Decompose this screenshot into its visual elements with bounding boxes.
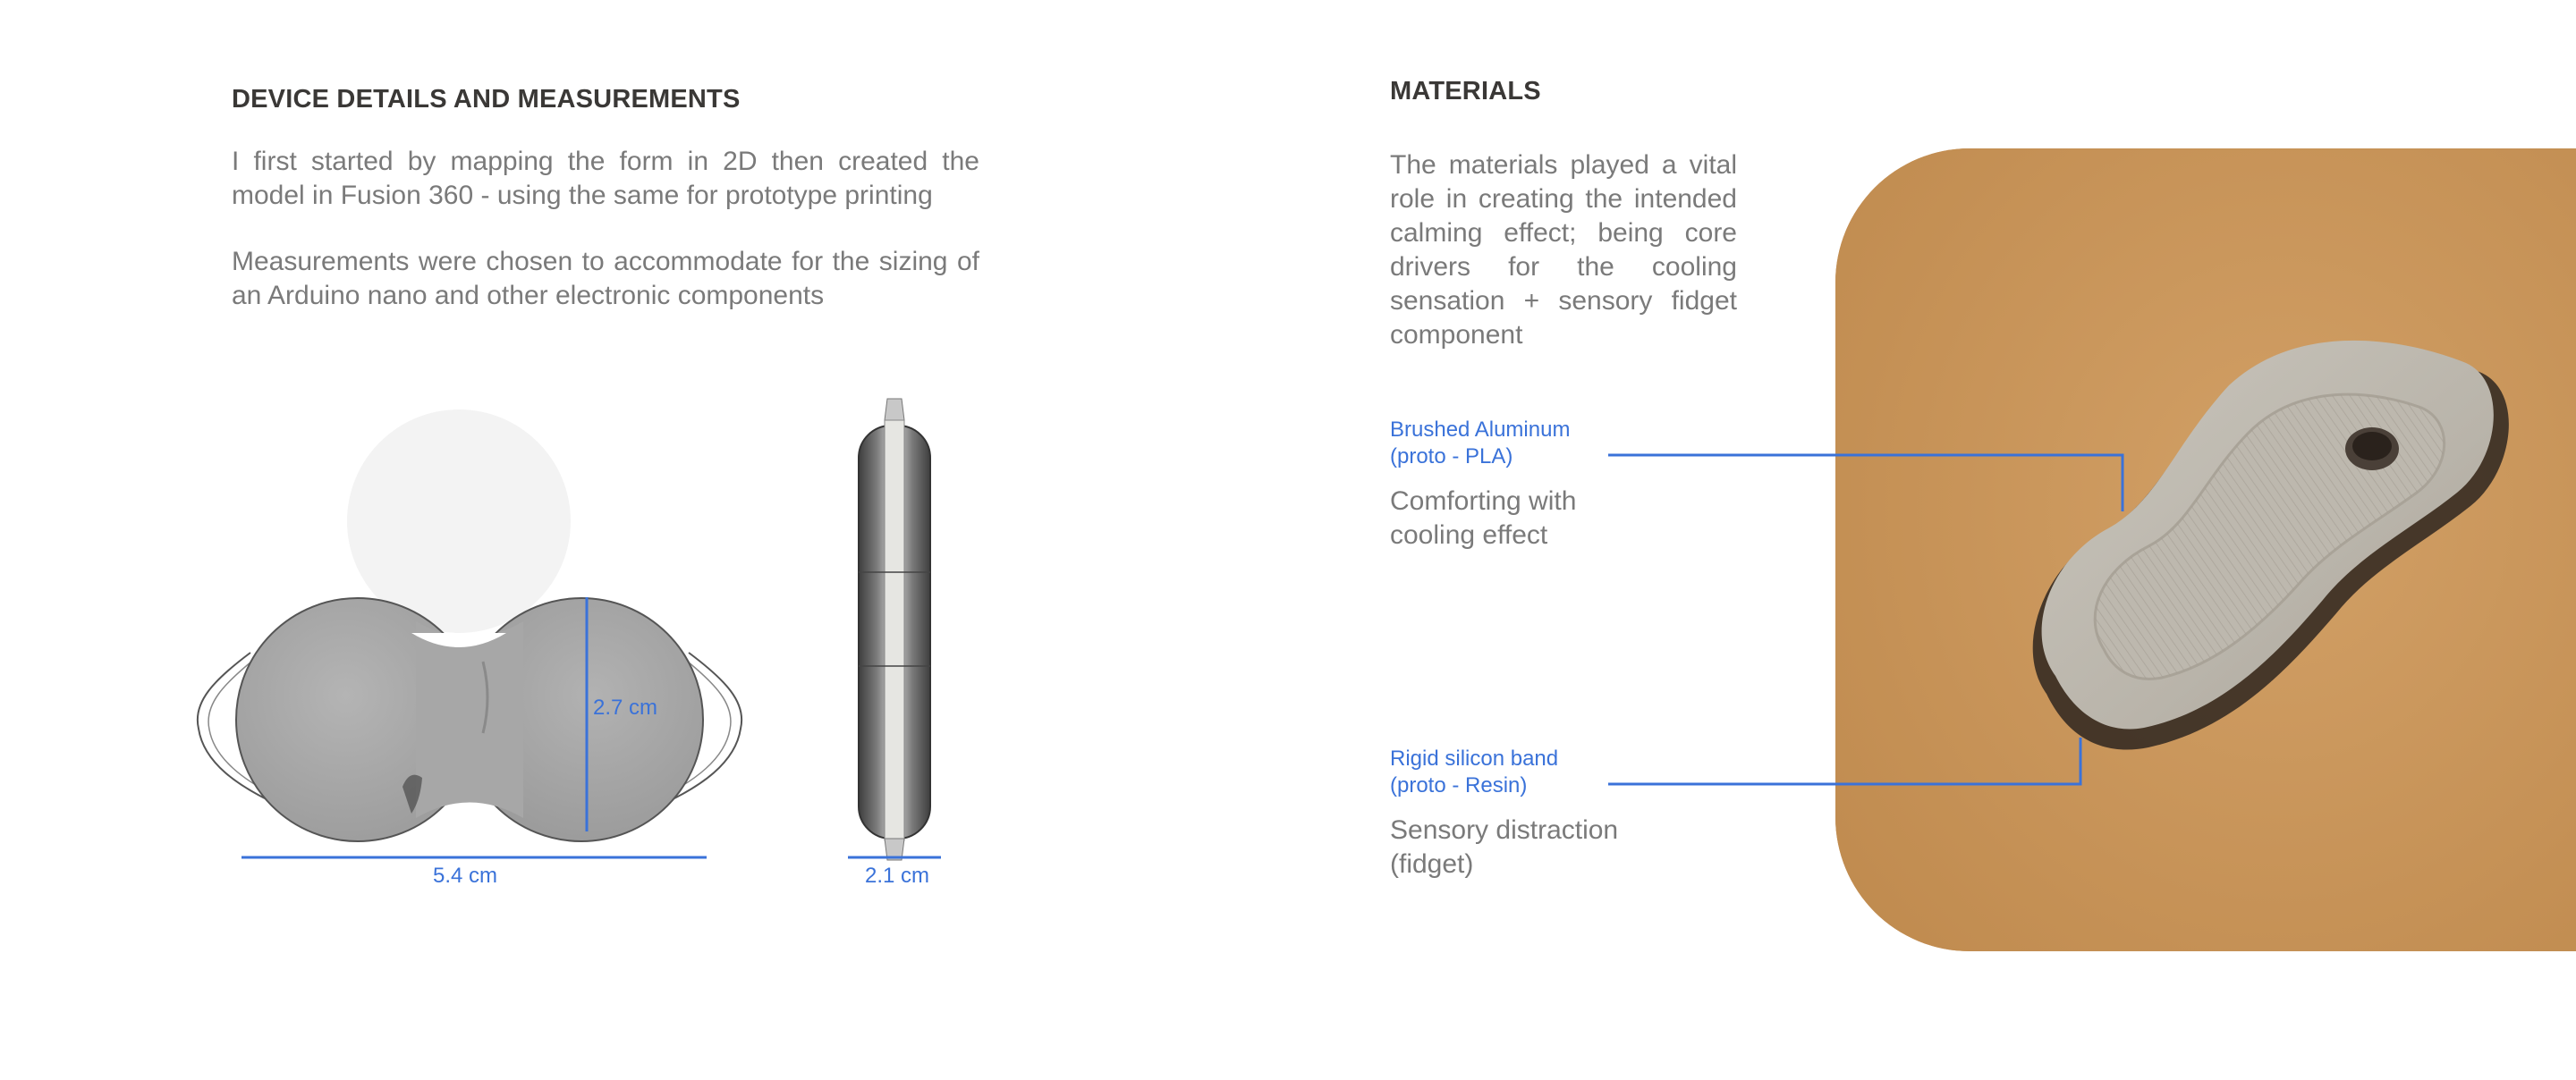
material-silicon-desc-line2: (fidget)	[1390, 849, 1474, 879]
material-connector-lines	[1601, 447, 2138, 796]
device-details-title: DEVICE DETAILS AND MEASUREMENTS	[232, 85, 741, 114]
materials-paragraph: The materials played a vital role in creating the intended calming effect; being core drivers for the cooling sensation + sensory fidget component	[1390, 150, 1737, 350]
material-silicon-proto: (proto - Resin)	[1390, 773, 1528, 797]
width-dimension-label: 5.4 cm	[433, 864, 498, 888]
material-aluminum-name: Brushed Aluminum	[1390, 418, 1571, 442]
device-side-view	[841, 393, 948, 894]
device-front-view	[188, 393, 760, 894]
material-silicon-desc-line1: Sensory distraction	[1390, 815, 1619, 845]
material-aluminum-desc-line2: cooling effect	[1390, 520, 1548, 550]
material-silicon-name: Rigid silicon band	[1390, 747, 1559, 771]
measurements-paragraph: Measurements were chosen to accommodate for the sizing of an Arduino nano and other electronic components	[232, 247, 979, 310]
height-dimension-label: 2.7 cm	[593, 696, 658, 720]
material-aluminum-desc-line1: Comforting with	[1390, 486, 1577, 516]
materials-title: MATERIALS	[1390, 77, 1541, 105]
mapping-paragraph: I first started by mapping the form in 2D then created the model in Fusion 360 - using the same for prototype printing	[232, 147, 979, 210]
thickness-dimension-label: 2.1 cm	[865, 864, 930, 888]
material-aluminum-proto: (proto - PLA)	[1390, 444, 1513, 468]
